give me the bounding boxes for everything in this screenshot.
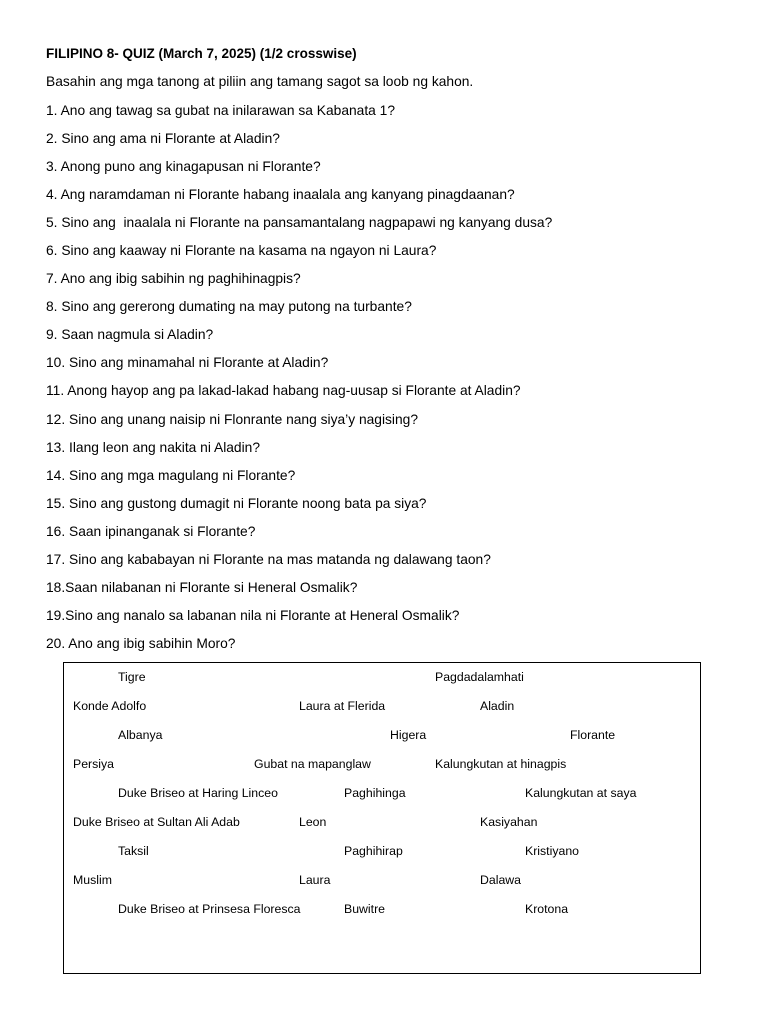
answer-choice: Pagdadalamhati: [435, 670, 524, 684]
answer-choice: Duke Briseo at Prinsesa Floresca: [118, 902, 301, 916]
answer-choice: Persiya: [73, 757, 115, 771]
answer-choice: Higera: [390, 728, 427, 742]
answer-choice: Kalungkutan at saya: [525, 786, 637, 800]
answer-choice: Kasiyahan: [480, 815, 538, 829]
quiz-title: FILIPINO 8- QUIZ (March 7, 2025) (1/2 crosswise): [46, 46, 357, 61]
answer-choice: Laura at Flerida: [299, 699, 386, 713]
question-item: 3. Anong puno ang kinagapusan ni Florante?: [46, 159, 321, 175]
question-item: 6. Sino ang kaaway ni Florante na kasama na ngayon ni Laura?: [46, 243, 437, 259]
question-item: 17. Sino ang kababayan ni Florante na mas matanda ng dalawang taon?: [46, 551, 491, 567]
answer-choice: Duke Briseo at Sultan Ali Adab: [73, 815, 240, 829]
answer-choice: Muslim: [73, 873, 112, 887]
quiz-instruction: Basahin ang mga tanong at piliin ang tamang sagot sa loob ng kahon.: [46, 74, 474, 89]
question-item: 10. Sino ang minamahal ni Florante at Aladin?: [46, 355, 329, 371]
answer-choice: Buwitre: [344, 902, 386, 916]
question-item: 5. Sino ang inaalala ni Florante na pansamantalang nagpapawi ng kanyang dusa?: [46, 215, 553, 231]
answer-choice: Paghihinga: [344, 786, 406, 800]
answer-choices-box: [63, 662, 701, 974]
answer-choice: Tigre: [118, 670, 146, 684]
answer-choice: Gubat na mapanglaw: [254, 757, 371, 771]
question-item: 13. Ilang leon ang nakita ni Aladin?: [46, 439, 261, 455]
question-item: 2. Sino ang ama ni Florante at Aladin?: [46, 131, 280, 147]
answer-choice: Aladin: [480, 699, 515, 713]
question-item: 1. Ano ang tawag sa gubat na inilarawan sa Kabanata 1?: [46, 103, 396, 118]
question-item: 18.Saan nilabanan ni Florante si Heneral Osmalik?: [46, 579, 358, 595]
answer-choice: Kristiyano: [525, 844, 579, 858]
question-item: 8. Sino ang gererong dumating na may putong na turbante?: [46, 299, 412, 315]
question-item: 16. Saan ipinanganak si Florante?: [46, 523, 256, 539]
answer-choice: Duke Briseo at Haring Linceo: [118, 786, 278, 800]
question-list: [46, 102, 552, 663]
answer-choice: Leon: [299, 815, 327, 829]
answer-choice: Krotona: [525, 902, 569, 916]
question-item: 12. Sino ang unang naisip ni Flonrante nang siya’y nagising?: [46, 411, 419, 427]
question-item: 11. Anong hayop ang pa lakad-lakad habang nag-uusap si Florante at Aladin?: [46, 383, 521, 399]
question-item: 4. Ang naramdaman ni Florante habang inaalala ang kanyang pinagdaanan?: [46, 187, 515, 203]
answer-choice: Dalawa: [480, 873, 522, 887]
question-item: 20. Ano ang ibig sabihin Moro?: [46, 635, 236, 651]
question-item: 7. Ano ang ibig sabihin ng paghihinagpis?: [46, 271, 301, 287]
answer-choice: Taksil: [118, 844, 149, 858]
answer-choice: Konde Adolfo: [73, 699, 147, 713]
answer-choice: Laura: [299, 873, 331, 887]
question-item: 9. Saan nagmula si Aladin?: [46, 327, 214, 343]
question-item: 14. Sino ang mga magulang ni Florante?: [46, 467, 296, 483]
answer-choice: Kalungkutan at hinagpis: [435, 757, 567, 771]
answer-choice: Paghihirap: [344, 844, 403, 858]
answer-choice: Florante: [570, 728, 616, 742]
question-item: 15. Sino ang gustong dumagit ni Florante noong bata pa siya?: [46, 495, 427, 511]
question-item: 19.Sino ang nanalo sa labanan nila ni Florante at Heneral Osmalik?: [46, 607, 460, 623]
answer-choice: Albanya: [118, 728, 163, 742]
